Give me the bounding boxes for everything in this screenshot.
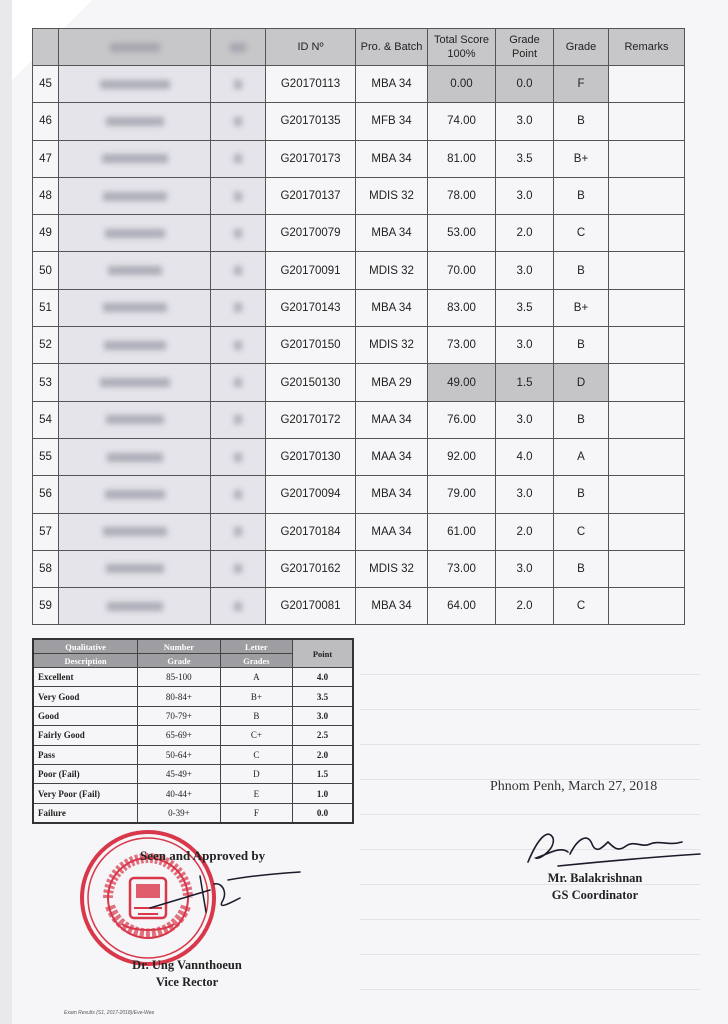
- legend-letter: B: [220, 706, 292, 725]
- table-row: [33, 66, 685, 103]
- legend-header-letter: Letter: [220, 639, 292, 654]
- student-id: G20170162: [266, 550, 356, 587]
- table-row: [33, 513, 685, 550]
- remarks: [609, 327, 685, 364]
- row-number: 48: [33, 177, 59, 214]
- redaction-blur: [234, 415, 242, 424]
- student-id: G20170135: [266, 103, 356, 140]
- legend-point: 2.5: [293, 726, 353, 745]
- grade-point: 3.0: [496, 103, 554, 140]
- coordinator-signature: [518, 818, 708, 874]
- student-name-redacted: [59, 438, 211, 475]
- grade-point: 0.0: [496, 66, 554, 103]
- grade-table: [32, 28, 685, 625]
- place-and-date: Phnom Penh, March 27, 2018: [490, 779, 658, 794]
- legend-letter: A: [220, 668, 292, 687]
- student-sex-redacted: [211, 588, 266, 625]
- grade-point: 3.0: [496, 327, 554, 364]
- legend-row: [33, 687, 353, 706]
- seen-and-approved-label: Seen and Approved by: [140, 848, 266, 863]
- letter-grade: A: [554, 438, 609, 475]
- legend-letter: C: [220, 745, 292, 764]
- program-batch: MDIS 32: [356, 550, 428, 587]
- letter-grade: B: [554, 550, 609, 587]
- remarks: [609, 103, 685, 140]
- legend-description: Poor (Fail): [33, 764, 138, 783]
- legend-header-grades: Grades: [220, 654, 292, 668]
- student-name-redacted: [59, 66, 211, 103]
- total-score: 81.00: [428, 140, 496, 177]
- footer-note: Exam Results (S1, 2017-2018)/Eve-Wee: [64, 1010, 155, 1016]
- redaction-blur: [105, 229, 165, 238]
- total-score: 74.00: [428, 103, 496, 140]
- header-id: ID Nº: [266, 29, 356, 66]
- total-score: 76.00: [428, 401, 496, 438]
- redaction-blur: [107, 453, 163, 462]
- student-sex-redacted: [211, 177, 266, 214]
- remarks: [609, 140, 685, 177]
- legend-description: Very Poor (Fail): [33, 784, 138, 803]
- grading-legend-table: [32, 638, 354, 824]
- row-number: 50: [33, 252, 59, 289]
- program-batch: MBA 34: [356, 588, 428, 625]
- letter-grade: B+: [554, 289, 609, 326]
- letter-grade: B: [554, 177, 609, 214]
- legend-description: Very Good: [33, 687, 138, 706]
- student-sex-redacted: [211, 252, 266, 289]
- legend-header-qualitative: Qualitative: [33, 639, 138, 654]
- student-sex-redacted: [211, 140, 266, 177]
- table-row: [33, 438, 685, 475]
- legend-row: [33, 803, 353, 823]
- legend-point: 2.0: [293, 745, 353, 764]
- legend-point: 3.0: [293, 706, 353, 725]
- vice-rector-block: [112, 957, 262, 991]
- redaction-blur: [234, 80, 242, 89]
- student-sex-redacted: [211, 289, 266, 326]
- student-id: G20170173: [266, 140, 356, 177]
- program-batch: MBA 34: [356, 140, 428, 177]
- student-sex-redacted: [211, 215, 266, 252]
- legend-number-range: 80-84+: [138, 687, 221, 706]
- redaction-blur: [234, 117, 242, 126]
- student-name-redacted: [59, 550, 211, 587]
- grade-point: 3.0: [496, 177, 554, 214]
- grade-point: 3.5: [496, 140, 554, 177]
- row-number: 55: [33, 438, 59, 475]
- grade-point: 3.0: [496, 476, 554, 513]
- total-score: 64.00: [428, 588, 496, 625]
- student-id: G20170137: [266, 177, 356, 214]
- grade-point: 3.0: [496, 252, 554, 289]
- row-number: 57: [33, 513, 59, 550]
- legend-number-range: 70-79+: [138, 706, 221, 725]
- legend-row: [33, 784, 353, 803]
- grade-point: 4.0: [496, 438, 554, 475]
- student-sex-redacted: [211, 401, 266, 438]
- remarks: [609, 588, 685, 625]
- redaction-blur: [234, 266, 242, 275]
- program-batch: MDIS 32: [356, 327, 428, 364]
- table-row: [33, 140, 685, 177]
- remarks: [609, 215, 685, 252]
- total-score: 53.00: [428, 215, 496, 252]
- header-no: [33, 29, 59, 66]
- grade-point: 2.0: [496, 215, 554, 252]
- grade-point: 1.5: [496, 364, 554, 401]
- row-number: 56: [33, 476, 59, 513]
- header-remarks: Remarks: [609, 29, 685, 66]
- redaction-blur: [234, 527, 242, 536]
- vice-rector-title: Vice Rector: [155, 975, 219, 989]
- redaction-blur: [234, 303, 242, 312]
- student-id: G20170091: [266, 252, 356, 289]
- grade-point: 3.0: [496, 401, 554, 438]
- letter-grade: B: [554, 401, 609, 438]
- grade-point: 3.5: [496, 289, 554, 326]
- coordinator-name: Mr. Balakrishnan: [547, 871, 643, 885]
- grade-table-header: [33, 29, 685, 66]
- row-number: 47: [33, 140, 59, 177]
- letter-grade: D: [554, 364, 609, 401]
- remarks: [609, 401, 685, 438]
- student-name-redacted: [59, 364, 211, 401]
- table-row: [33, 364, 685, 401]
- total-score: 70.00: [428, 252, 496, 289]
- student-sex-redacted: [211, 327, 266, 364]
- total-score: 73.00: [428, 550, 496, 587]
- student-sex-redacted: [211, 513, 266, 550]
- legend-number-range: 50-64+: [138, 745, 221, 764]
- student-id: G20170081: [266, 588, 356, 625]
- legend-row: [33, 726, 353, 745]
- student-id: G20170150: [266, 327, 356, 364]
- legend-letter: D: [220, 764, 292, 783]
- student-sex-redacted: [211, 364, 266, 401]
- legend-number-range: 65-69+: [138, 726, 221, 745]
- letter-grade: B: [554, 103, 609, 140]
- legend-number-range: 45-49+: [138, 764, 221, 783]
- redaction-blur: [234, 229, 242, 238]
- row-number: 58: [33, 550, 59, 587]
- header-total-score-line1: Total Score: [433, 34, 490, 46]
- student-id: G20170079: [266, 215, 356, 252]
- coordinator-block: [520, 870, 670, 904]
- header-total-score-line2: 100%: [447, 48, 476, 60]
- redaction-blur: [103, 192, 167, 201]
- header-name: [59, 29, 211, 66]
- row-number: 53: [33, 364, 59, 401]
- redaction-blur: [104, 341, 166, 350]
- legend-header-description: Description: [33, 654, 138, 668]
- student-id: G20170113: [266, 66, 356, 103]
- total-score: 92.00: [428, 438, 496, 475]
- student-name-redacted: [59, 476, 211, 513]
- program-batch: MBA 34: [356, 476, 428, 513]
- remarks: [609, 476, 685, 513]
- legend-point: 1.0: [293, 784, 353, 803]
- letter-grade: F: [554, 66, 609, 103]
- header-sex: [211, 29, 266, 66]
- header-grade-point: [496, 29, 554, 66]
- program-batch: MAA 34: [356, 438, 428, 475]
- remarks: [609, 364, 685, 401]
- remarks: [609, 550, 685, 587]
- legend-row: [33, 706, 353, 725]
- legend-row: [33, 764, 353, 783]
- table-row: [33, 401, 685, 438]
- table-row: [33, 252, 685, 289]
- letter-grade: B: [554, 327, 609, 364]
- grade-point: 2.0: [496, 588, 554, 625]
- program-batch: MBA 34: [356, 289, 428, 326]
- vice-rector-signature: [140, 862, 310, 922]
- legend-header-number: Number: [138, 639, 221, 654]
- header-grade-point-line1: Grade: [509, 34, 540, 46]
- redaction-blur: [234, 564, 242, 573]
- legend-point: 1.5: [293, 764, 353, 783]
- redaction-blur: [234, 602, 242, 611]
- legend-description: Excellent: [33, 668, 138, 687]
- letter-grade: B: [554, 476, 609, 513]
- redaction-blur: [234, 341, 242, 350]
- table-row: [33, 327, 685, 364]
- legend-number-range: 0-39+: [138, 803, 221, 823]
- student-name-redacted: [59, 327, 211, 364]
- grade-point: 3.0: [496, 550, 554, 587]
- vice-rector-name: Dr. Ung Vannthoeun: [132, 958, 242, 972]
- redaction-blur: [234, 192, 242, 201]
- legend-letter: C+: [220, 726, 292, 745]
- row-number: 59: [33, 588, 59, 625]
- program-batch: MAA 34: [356, 401, 428, 438]
- total-score: 0.00: [428, 66, 496, 103]
- table-row: [33, 550, 685, 587]
- legend-letter: F: [220, 803, 292, 823]
- letter-grade: C: [554, 215, 609, 252]
- total-score: 83.00: [428, 289, 496, 326]
- legend-point: 4.0: [293, 668, 353, 687]
- grade-point: 2.0: [496, 513, 554, 550]
- remarks: [609, 177, 685, 214]
- legend-row: [33, 668, 353, 687]
- program-batch: MBA 29: [356, 364, 428, 401]
- redaction-blur: [234, 490, 242, 499]
- redaction-blur: [103, 303, 167, 312]
- total-score: 61.00: [428, 513, 496, 550]
- student-name-redacted: [59, 588, 211, 625]
- legend-number-range: 40-44+: [138, 784, 221, 803]
- redaction-blur: [106, 117, 164, 126]
- table-row: [33, 103, 685, 140]
- letter-grade: C: [554, 513, 609, 550]
- program-batch: MBA 34: [356, 215, 428, 252]
- student-sex-redacted: [211, 550, 266, 587]
- letter-grade: B: [554, 252, 609, 289]
- redaction-blur: [105, 490, 165, 499]
- remarks: [609, 513, 685, 550]
- header-grade: Grade: [554, 29, 609, 66]
- student-id: G20170094: [266, 476, 356, 513]
- table-row: [33, 588, 685, 625]
- row-number: 49: [33, 215, 59, 252]
- total-score: 79.00: [428, 476, 496, 513]
- redaction-blur: [100, 378, 170, 387]
- bleed-through-ghost: [360, 640, 700, 980]
- student-name-redacted: [59, 215, 211, 252]
- header-total-score: [428, 29, 496, 66]
- table-row: [33, 215, 685, 252]
- legend-letter: B+: [220, 687, 292, 706]
- table-row: [33, 177, 685, 214]
- row-number: 52: [33, 327, 59, 364]
- program-batch: MDIS 32: [356, 177, 428, 214]
- student-sex-redacted: [211, 103, 266, 140]
- redaction-blur: [108, 266, 162, 275]
- student-id: G20170184: [266, 513, 356, 550]
- redaction-blur: [106, 415, 164, 424]
- legend-number-range: 85-100: [138, 668, 221, 687]
- program-batch: MDIS 32: [356, 252, 428, 289]
- table-row: [33, 476, 685, 513]
- student-name-redacted: [59, 140, 211, 177]
- student-name-redacted: [59, 177, 211, 214]
- redaction-blur: [100, 80, 170, 89]
- header-grade-point-line2: Point: [511, 48, 538, 60]
- program-batch: MBA 34: [356, 66, 428, 103]
- student-id: G20170172: [266, 401, 356, 438]
- student-name-redacted: [59, 513, 211, 550]
- legend-header-point: Point: [293, 639, 353, 668]
- letter-grade: C: [554, 588, 609, 625]
- redaction-blur: [234, 453, 242, 462]
- legend-point: 0.0: [293, 803, 353, 823]
- row-number: 51: [33, 289, 59, 326]
- header-batch: Pro. & Batch: [356, 29, 428, 66]
- remarks: [609, 252, 685, 289]
- student-sex-redacted: [211, 438, 266, 475]
- total-score: 78.00: [428, 177, 496, 214]
- legend-description: Pass: [33, 745, 138, 764]
- student-name-redacted: [59, 103, 211, 140]
- student-id: G20150130: [266, 364, 356, 401]
- legend-letter: E: [220, 784, 292, 803]
- legend-description: Fairly Good: [33, 726, 138, 745]
- program-batch: MFB 34: [356, 103, 428, 140]
- student-sex-redacted: [211, 66, 266, 103]
- student-id: G20170143: [266, 289, 356, 326]
- legend-header-row-1: [33, 639, 353, 654]
- legend-row: [33, 745, 353, 764]
- program-batch: MAA 34: [356, 513, 428, 550]
- student-name-redacted: [59, 401, 211, 438]
- row-number: 46: [33, 103, 59, 140]
- total-score: 49.00: [428, 364, 496, 401]
- legend-point: 3.5: [293, 687, 353, 706]
- legend-description: Failure: [33, 803, 138, 823]
- row-number: 54: [33, 401, 59, 438]
- row-number: 45: [33, 66, 59, 103]
- redaction-blur: [234, 154, 242, 163]
- redaction-blur: [102, 154, 168, 163]
- remarks: [609, 438, 685, 475]
- table-row: [33, 289, 685, 326]
- coordinator-title: GS Coordinator: [551, 888, 639, 902]
- student-sex-redacted: [211, 476, 266, 513]
- student-name-redacted: [59, 289, 211, 326]
- remarks: [609, 289, 685, 326]
- redaction-blur: [107, 602, 163, 611]
- redaction-blur: [103, 527, 167, 536]
- student-id: G20170130: [266, 438, 356, 475]
- redaction-blur: [106, 564, 164, 573]
- legend-header-grade: Grade: [138, 654, 221, 668]
- remarks: [609, 66, 685, 103]
- legend-description: Good: [33, 706, 138, 725]
- total-score: 73.00: [428, 327, 496, 364]
- redaction-blur: [234, 378, 242, 387]
- student-name-redacted: [59, 252, 211, 289]
- letter-grade: B+: [554, 140, 609, 177]
